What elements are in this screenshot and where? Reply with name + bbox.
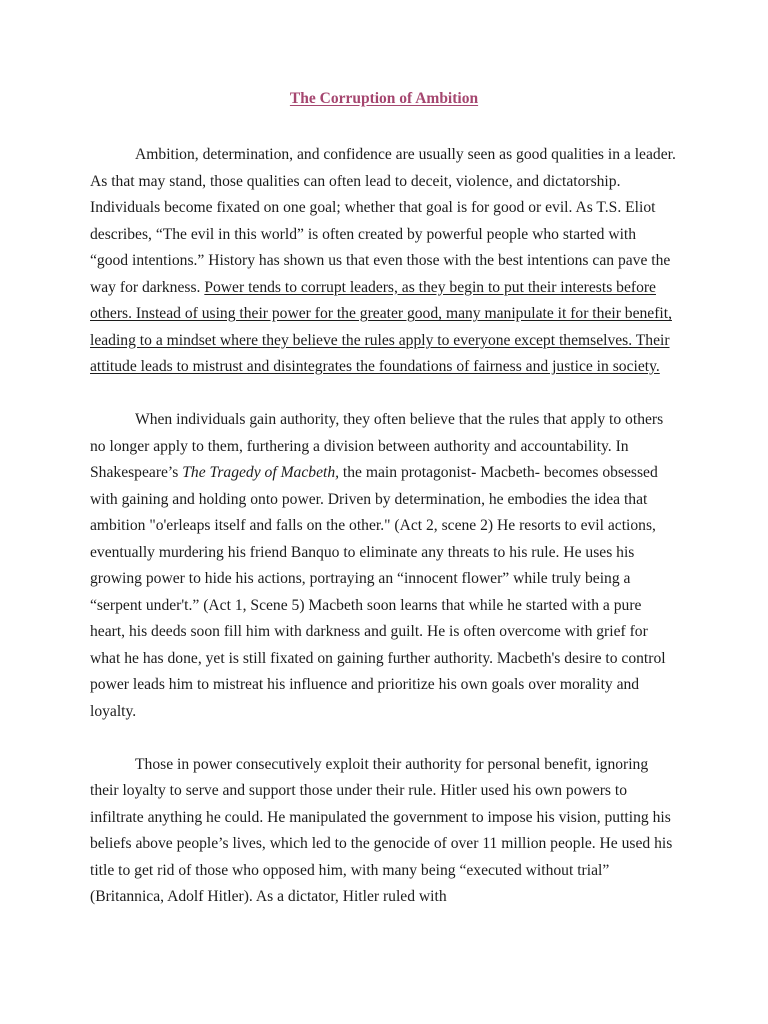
paragraph-1-underlined-text: Power tends to corrupt leaders, as they begin to put their interests before others. Instead of using their power for the greater good, many manipulate it for their benefit, leading to a mindset where they believe the rules apply to everyone except themselves. Their attitude leads to mistrust and disintegrates the foundations of fairness and justice in society. bbox=[90, 278, 672, 375]
paragraph-1 bbox=[90, 142, 678, 381]
document-title: The Corruption of Ambition bbox=[289, 90, 479, 107]
paragraph-2-italic-title: The Tragedy of Macbeth, bbox=[182, 464, 340, 481]
paragraph-2-text-end: the main protagonist- Macbeth- becomes obsessed with gaining and holding onto power. Driven by determination, he embodies the idea that ambition "o'erleaps itself and falls on the other." (Act 2, scene 2) He resorts to evil actions, eventually murdering his friend Banquo to eliminate any threats to his rule. He uses his growing power to hide his actions, portraying an “innocent flower” while truly being a “serpent under't.” (Act 1, Scene 5) Macbeth soon learns that while he started with a pure heart, his deeds soon fill him with darkness and guilt. He is often overcome with grief for what he has done, yet is still fixated on gaining further authority. Macbeth's desire to control power leads him to mistreat his influence and prioritize his own goals over morality and loyalty. bbox=[90, 464, 666, 720]
paragraph-2-text-start: When individuals gain authority, they often believe that the rules that apply to others no longer apply to them, furthering a division between authority and accountability. In Shakespeare’s bbox=[90, 411, 664, 481]
paragraph-1-text: Ambition, determination, and confidence are usually seen as good qualities in a leader. As that may stand, those qualities can often lead to deceit, violence, and dictatorship. Individuals become fixated on one goal; whether that goal is for good or evil. As T.S. Eliot describes, “The evil in this world” is often created by powerful people who started with “good intentions.” History has shown us that even those with the best intentions can pave the way for darkness. bbox=[90, 146, 676, 296]
document-body bbox=[90, 142, 678, 937]
paragraph-3 bbox=[90, 752, 678, 911]
paragraph-2 bbox=[90, 407, 678, 725]
paragraph-3-text: Those in power consecutively exploit their authority for personal benefit, ignoring their loyalty to serve and support those under their rule. Hitler used his own powers to infiltrate anything he could. He manipulated the government to impose his vision, putting his beliefs above people’s lives, which led to the genocide of over 11 million people. He used his title to get rid of those who opposed him, with many being “executed without trial” (Britannica, Adolf Hitler). As a dictator, Hitler ruled with bbox=[90, 755, 673, 905]
